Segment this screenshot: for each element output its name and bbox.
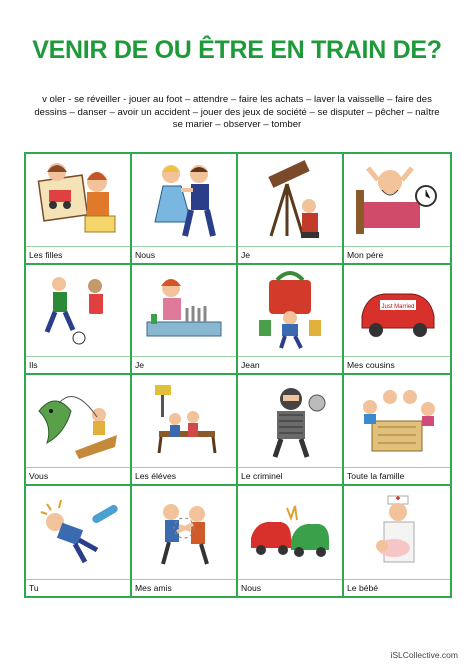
grid-cell bbox=[344, 265, 450, 376]
grid-cell bbox=[26, 154, 132, 265]
grid-cell bbox=[132, 375, 238, 486]
badge-text: Just Married bbox=[381, 304, 415, 311]
fighting-friends-icon bbox=[141, 492, 227, 572]
telescope-icon bbox=[247, 160, 333, 240]
cell-label: Les filles bbox=[26, 246, 130, 263]
cell-label: Mes cousins bbox=[344, 356, 450, 373]
cell-label: Le bébé bbox=[344, 579, 450, 596]
dancing-couple-icon bbox=[141, 160, 227, 240]
cell-label: Nous bbox=[238, 579, 342, 596]
grid-cell bbox=[344, 486, 450, 597]
grid-cell bbox=[344, 154, 450, 265]
cell-label: Ils bbox=[26, 356, 130, 373]
cell-label: Toute la famille bbox=[344, 467, 450, 484]
grid-cell bbox=[238, 265, 344, 376]
cell-label: Mon pére bbox=[344, 246, 450, 263]
grid-cell bbox=[238, 375, 344, 486]
just-married-car-icon bbox=[354, 270, 440, 350]
word-list: v oler - se réveiller - jouer au foot – attendre – faire les achats – laver la vaisselle – faire des dessins – danser – avoir un accident – jouer des jeux de société – se disputer – pêcher – naître se marier – observer – tomber bbox=[34, 94, 440, 130]
cell-label: Vous bbox=[26, 467, 130, 484]
grid-cell bbox=[132, 486, 238, 597]
car-crash-icon bbox=[247, 492, 333, 572]
newborn-baby-icon bbox=[354, 492, 440, 572]
cell-label: Je bbox=[238, 246, 342, 263]
cell-label: Les éléves bbox=[132, 467, 236, 484]
board-game-family-icon bbox=[354, 381, 440, 461]
footer-watermark: iSLCollective.com bbox=[390, 650, 458, 660]
grid-cell bbox=[132, 154, 238, 265]
picture-grid bbox=[24, 152, 452, 598]
skateboard-fall-icon bbox=[35, 492, 121, 572]
cell-label: Mes amis bbox=[132, 579, 236, 596]
grid-cell bbox=[132, 265, 238, 376]
washing-dishes-icon bbox=[141, 270, 227, 350]
grid-cell bbox=[238, 154, 344, 265]
waking-man-icon bbox=[354, 160, 440, 240]
grid-cell bbox=[238, 486, 344, 597]
cell-label: Nous bbox=[132, 246, 236, 263]
shopping-bags-icon bbox=[247, 270, 333, 350]
fishing-icon bbox=[35, 381, 121, 461]
cell-label: Jean bbox=[238, 356, 342, 373]
page-title: VENIR DE OU ÊTRE EN TRAIN DE? bbox=[32, 36, 442, 64]
grid-cell bbox=[26, 486, 132, 597]
grid-cell bbox=[26, 265, 132, 376]
girls-drawing-icon bbox=[35, 160, 121, 240]
football-players-icon bbox=[35, 270, 121, 350]
cell-label: Le criminel bbox=[238, 467, 342, 484]
grid-cell bbox=[26, 375, 132, 486]
cell-label: Je bbox=[132, 356, 236, 373]
cell-label: Tu bbox=[26, 579, 130, 596]
waiting-students-icon bbox=[141, 381, 227, 461]
thief-icon bbox=[247, 381, 333, 461]
grid-cell bbox=[344, 375, 450, 486]
